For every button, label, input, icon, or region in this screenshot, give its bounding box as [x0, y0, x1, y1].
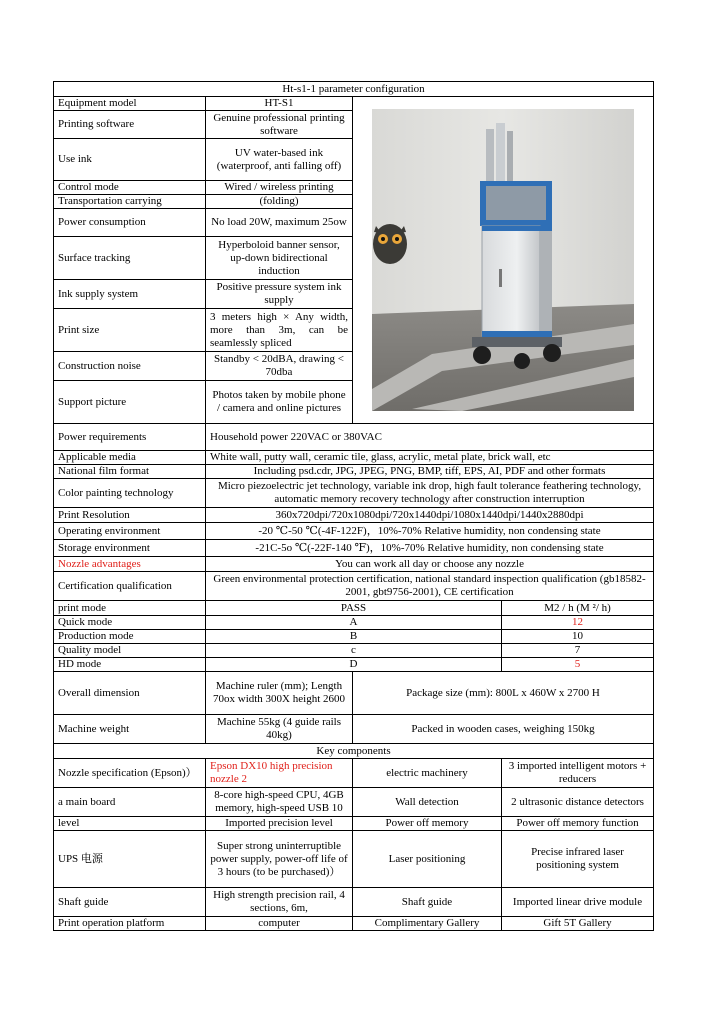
row-value: UV water-based ink (waterproof, anti falling off)	[206, 139, 353, 181]
row-label: Certification qualification	[54, 572, 206, 601]
component-b: Imported precision level	[206, 817, 353, 831]
row-label: Applicable media	[54, 451, 206, 465]
component-b: Epson DX10 high precision nozzle 2	[206, 759, 353, 788]
row-label: Print size	[54, 309, 206, 352]
component-b: 8-core high-speed CPU, 4GB memory, high-speed USB 10	[206, 788, 353, 817]
row-value: (folding)	[206, 195, 353, 209]
printer-photo	[372, 109, 634, 411]
component-c: Complimentary Gallery	[353, 917, 502, 931]
weight-machine: Machine 55kg (4 guide rails 40kg)	[206, 715, 353, 744]
mode-label: Production mode	[54, 630, 206, 644]
mode-rate: 5	[502, 658, 654, 672]
row-value: No load 20W, maximum 25ow	[206, 209, 353, 237]
row-label: National film format	[54, 465, 206, 479]
row-label: Printing software	[54, 111, 206, 139]
mode-rate: 12	[502, 616, 654, 630]
dimension-package: Package size (mm): 800L x 460W x 2700 H	[353, 672, 654, 715]
weight-package: Packed in wooden cases, weighing 150kg	[353, 715, 654, 744]
mode-pass: B	[206, 630, 502, 644]
row-value: Positive pressure system ink supply	[206, 280, 353, 309]
mode-header-label: print mode	[54, 601, 206, 616]
component-a: Print operation platform	[54, 917, 206, 931]
row-label: Use ink	[54, 139, 206, 181]
component-b: High strength precision rail, 4 sections, 6m,	[206, 888, 353, 917]
mode-header-pass: PASS	[206, 601, 502, 616]
row-value: 3 meters high × Any width, more than 3m, can be seamlessly spliced	[206, 309, 353, 352]
support-photo-cell	[353, 97, 654, 424]
row-value: -21C-5o ℃(-22F-140 ℉)，10%-70% Relative humidity, non condensing state	[206, 540, 654, 557]
row-value: Hyperboloid banner sensor, up-down bidirectional induction	[206, 237, 353, 280]
mode-rate: 10	[502, 630, 654, 644]
mode-pass: A	[206, 616, 502, 630]
mode-label: HD mode	[54, 658, 206, 672]
table-title: Ht-s1-1 parameter configuration	[54, 82, 654, 97]
component-b: Super strong uninterruptible power supply, power-off life of 3 hours (to be purchased)）	[206, 831, 353, 888]
component-a: Shaft guide	[54, 888, 206, 917]
component-d: 3 imported intelligent motors + reducers	[502, 759, 654, 788]
dimension-label: Overall dimension	[54, 672, 206, 715]
component-d: Precise infrared laser positioning system	[502, 831, 654, 888]
component-d: Power off memory function	[502, 817, 654, 831]
component-b: computer	[206, 917, 353, 931]
owl-sticker	[373, 224, 407, 264]
row-label: Support picture	[54, 381, 206, 424]
mode-header-rate: M2 / h (M ²/ h)	[502, 601, 654, 616]
row-label: Equipment model	[54, 97, 206, 111]
component-c: Laser positioning	[353, 831, 502, 888]
row-value: White wall, putty wall, ceramic tile, glass, acrylic, metal plate, brick wall, etc	[206, 451, 654, 465]
row-value: Wired / wireless printing	[206, 181, 353, 195]
row-value: -20 ℃-50 ℃(-4F-122F)，10%-70% Relative humidity, non condensing state	[206, 523, 654, 540]
mode-pass: c	[206, 644, 502, 658]
component-d: Gift 5T Gallery	[502, 917, 654, 931]
row-label: Ink supply system	[54, 280, 206, 309]
component-a: a main board	[54, 788, 206, 817]
row-label: Transportation carrying	[54, 195, 206, 209]
row-value: Green environmental protection certification, national standard inspection qualification (gb18582-2001, gbt9756-2001), CE certification	[206, 572, 654, 601]
row-label: Operating environment	[54, 523, 206, 540]
component-c: Shaft guide	[353, 888, 502, 917]
row-label: Construction noise	[54, 352, 206, 381]
component-c: Power off memory	[353, 817, 502, 831]
mode-label: Quick mode	[54, 616, 206, 630]
row-label: Nozzle advantages	[54, 557, 206, 572]
mode-pass: D	[206, 658, 502, 672]
row-value: Photos taken by mobile phone / camera and online pictures	[206, 381, 353, 424]
row-label: Storage environment	[54, 540, 206, 557]
parameter-table	[53, 81, 654, 931]
component-c: electric machinery	[353, 759, 502, 788]
component-c: Wall detection	[353, 788, 502, 817]
row-label: Color painting technology	[54, 479, 206, 508]
row-value: 360x720dpi/720x1080dpi/720x1440dpi/1080x1440dpi/1440x2880dpi	[206, 508, 654, 523]
weight-label: Machine weight	[54, 715, 206, 744]
component-a: Nozzle specification (Epson)）	[54, 759, 206, 788]
key-components-title: Key components	[54, 744, 654, 759]
row-label: Power requirements	[54, 424, 206, 451]
row-value: Genuine professional printing software	[206, 111, 353, 139]
row-label: Power consumption	[54, 209, 206, 237]
mode-label: Quality model	[54, 644, 206, 658]
row-value: Standby < 20dBA, drawing < 70dba	[206, 352, 353, 381]
row-value: Micro piezoelectric jet technology, variable ink drop, high fault tolerance feathering technology, automatic memory recovery technology after construction interruption	[206, 479, 654, 508]
component-d: Imported linear drive module	[502, 888, 654, 917]
row-label: Control mode	[54, 181, 206, 195]
row-label: Surface tracking	[54, 237, 206, 280]
component-a: level	[54, 817, 206, 831]
component-d: 2 ultrasonic distance detectors	[502, 788, 654, 817]
mode-rate: 7	[502, 644, 654, 658]
dimension-machine: Machine ruler (mm); Length 70ox width 300X height 2600	[206, 672, 353, 715]
row-value: Including psd.cdr, JPG, JPEG, PNG, BMP, tiff, EPS, AI, PDF and other formats	[206, 465, 654, 479]
row-value: HT-S1	[206, 97, 353, 111]
row-value: You can work all day or choose any nozzle	[206, 557, 654, 572]
row-label: Print Resolution	[54, 508, 206, 523]
component-a: UPS 电源	[54, 831, 206, 888]
row-value: Household power 220VAC or 380VAC	[206, 424, 654, 451]
